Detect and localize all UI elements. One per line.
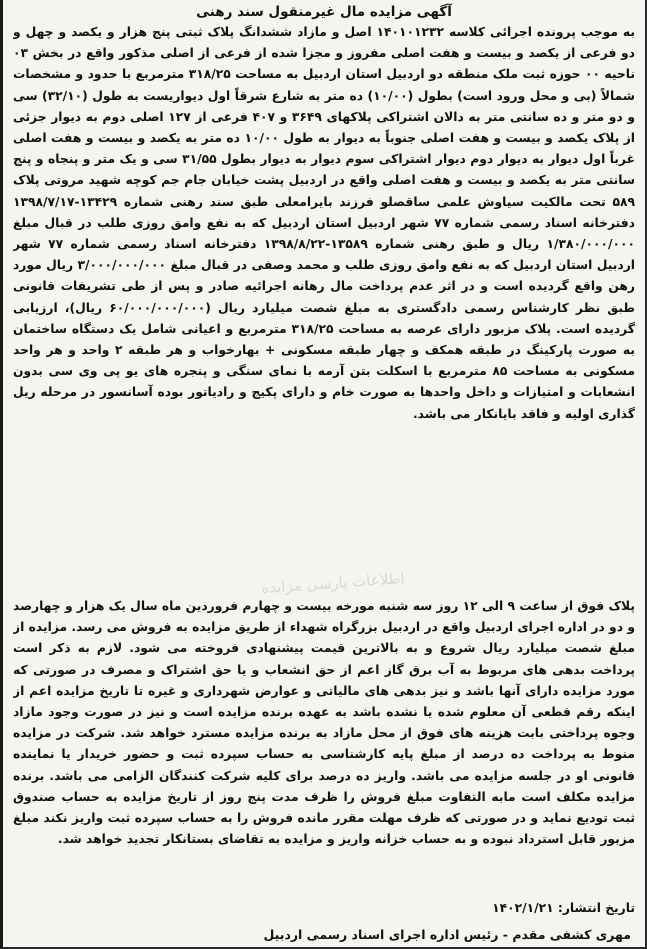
notice-content [13, 2, 635, 946]
publication-date: تاریخ انتشار: ۱۴۰۲/۱/۲۱ [492, 901, 635, 915]
notice-paragraph-auction-terms: پلاک فوق از ساعت ۹ الی ۱۲ روز سه شنبه مورخه بیست و چهارم فروردین ماه سال یک هزار و چهارصد و دو در اداره اجرای اردبیل واقع در اردبیل بزرگراه شهداء از طریق مزایده به فروش می رسد. مزایده از مبلغ شصت میلیارد ریال شروع و به بالاترین قیمت پیشنهادی فروخته می شود. لازم به ذکر است پرداخت بدهی های مربوط به آب برق گاز اعم از حق انشعاب و یا حق اشتراک و مصرف در صورتی که مورد مزایده دارای آنها باشد و نیز بدهی های مالیاتی و عوارض شهرداری و غیره تا تاریخ مزایده اعم از اینکه رقم قطعی آن معلوم شده یا نشده باشد به عهده برنده مزایده است و نیز در صورت وجود مازاد وجوه پرداختی بابت هزینه های فوق از محل مازاد به برنده مزایده مسترد خواهد شد. شرکت در مزایده منوط به پرداخت ده درصد از مبلغ پایه کارشناسی به حساب سپرده ثبت و حضور خریدار یا نماینده قانونی او در جلسه مزایده می باشد. واریز ده درصد برای کلیه شرکت کنندگان الزامی می باشد. برنده مزایده مکلف است مابه التفاوت مبلغ فروش را ظرف مدت پنج روز از تاریخ مزایده به حساب صندوق ثبت تودیع نماید و در صورتی که ظرف مهلت مقرر مانده فروش را به حساب سپرده ثبت واریز نکند مبلغ مزبور قابل استرداد نبوده و به حساب خزانه واریز و مزایده به تقاضای بستانکار تجدید خواهد شد. [13, 599, 635, 847]
notice-paragraph-property: به موجب پرونده اجرائی کلاسه ۱۴۰۱۰۱۲۳۲ اصل و مازاد ششدانگ پلاک ثبتی پنج هزار و یکصد و چهل و دو فرعی از یکصد و بیست و هفت اصلی مفروز و مجزا شده از فرعی از اصلی مذکور واقع در بخش ۰۳ ناحیه ۰۰ حوزه ثبت ملک منطقه دو اردبیل استان اردبیل به مساحت ۳۱۸/۲۵ مترمربع با حدود و مشخصات شمالاً (بی و محل ورود است) بطول (۱۰/۰۰) ده متر به شارع شرقاً اول دیواریست به طول (۳۲/۱۰) سی و دو متر و ده سانتی متر به دالان اشتراکی پلاکهای ۳۶۴۹ و ۴۰۷ فرعی از ۱۲۷ اصلی دوم به دیوار جزئی از پلاک یکصد و بیست و هفت اصلی جنوباً به دیوار به طول ۱۰/۰۰ ده متر به یکصد و بیست و هفت اصلی غرباً اول دیوار به دیوار دوم دیوار اشتراکی سوم دیوار به دیوار بطول ۳۱/۵۵ سی و یک متر و پنجاه و پنج سانتی متر به یکصد و بیست و هفت اصلی واقع در اردبیل پشت خیابان جام جم کوچه شهید مروتی پلاک ۵۸۹ تحت مالکیت سیاوش علمی ساقصلو فرزند بایرامعلی طبق سند رهنی شماره ۱۳۴۲۹-۱۳۹۸/۷/۱۷ دفترخانه اسناد رسمی شماره ۷۷ شهر اردبیل استان اردبیل که به نفع وامق روزی طلب در قبال مبلغ ۱/۳۸۰/۰۰۰/۰۰۰ ریال و طبق رهنی شماره ۱۳۵۸۹-۱۳۹۸/۸/۲۲ دفترخانه اسناد رسمی شماره ۷۷ شهر اردبیل استان اردبیل که به نفع وامق روزی طلب و محمد وصفی در قبال مبلغ ۳/۰۰۰/۰۰۰/۰۰۰ ریال مورد رهن واقع گردیده است و در اثر عدم پرداخت مال رهانه اجرائیه صادر و پس از طی تشریفات قانونی طبق نظر کارشناس رسمی دادگستری به مبلغ شصت میلیارد ریال (۶۰/۰۰۰/۰۰۰/۰۰۰ ریال)، ارزیابی گردیده است. پلاک مزبور دارای عرصه به مساحت ۳۱۸/۲۵ مترمربع و اعیانی شامل یک دستگاه ساختمان به صورت پارکینگ در طبقه همکف و چهار طبقه مسکونی + بهارخواب و هر طبقه ۲ واحد و هر واحد مسکونی به مساحت ۸۵ مترمربع با اسکلت بتن آرمه با نمای سنگی و پنجره های یو پی وی سی بدون انشعابات و امتیازات و داخل واحدها به صورت خام و دارای پکیج و رادیاتور بوده آسانسور در مرحله ریل گذاری اولیه و فاقد بایانکار می باشد. [13, 25, 635, 421]
signature-line: مهری کشفی مقدم - رئیس اداره اجرای اسناد رسمی اردبیل [263, 927, 631, 942]
notice-title: آگهی مزایده مال غیرمنقول سند رهنی [196, 4, 452, 20]
faint-watermark: اطلاعات پارسی مزایده [260, 569, 406, 597]
